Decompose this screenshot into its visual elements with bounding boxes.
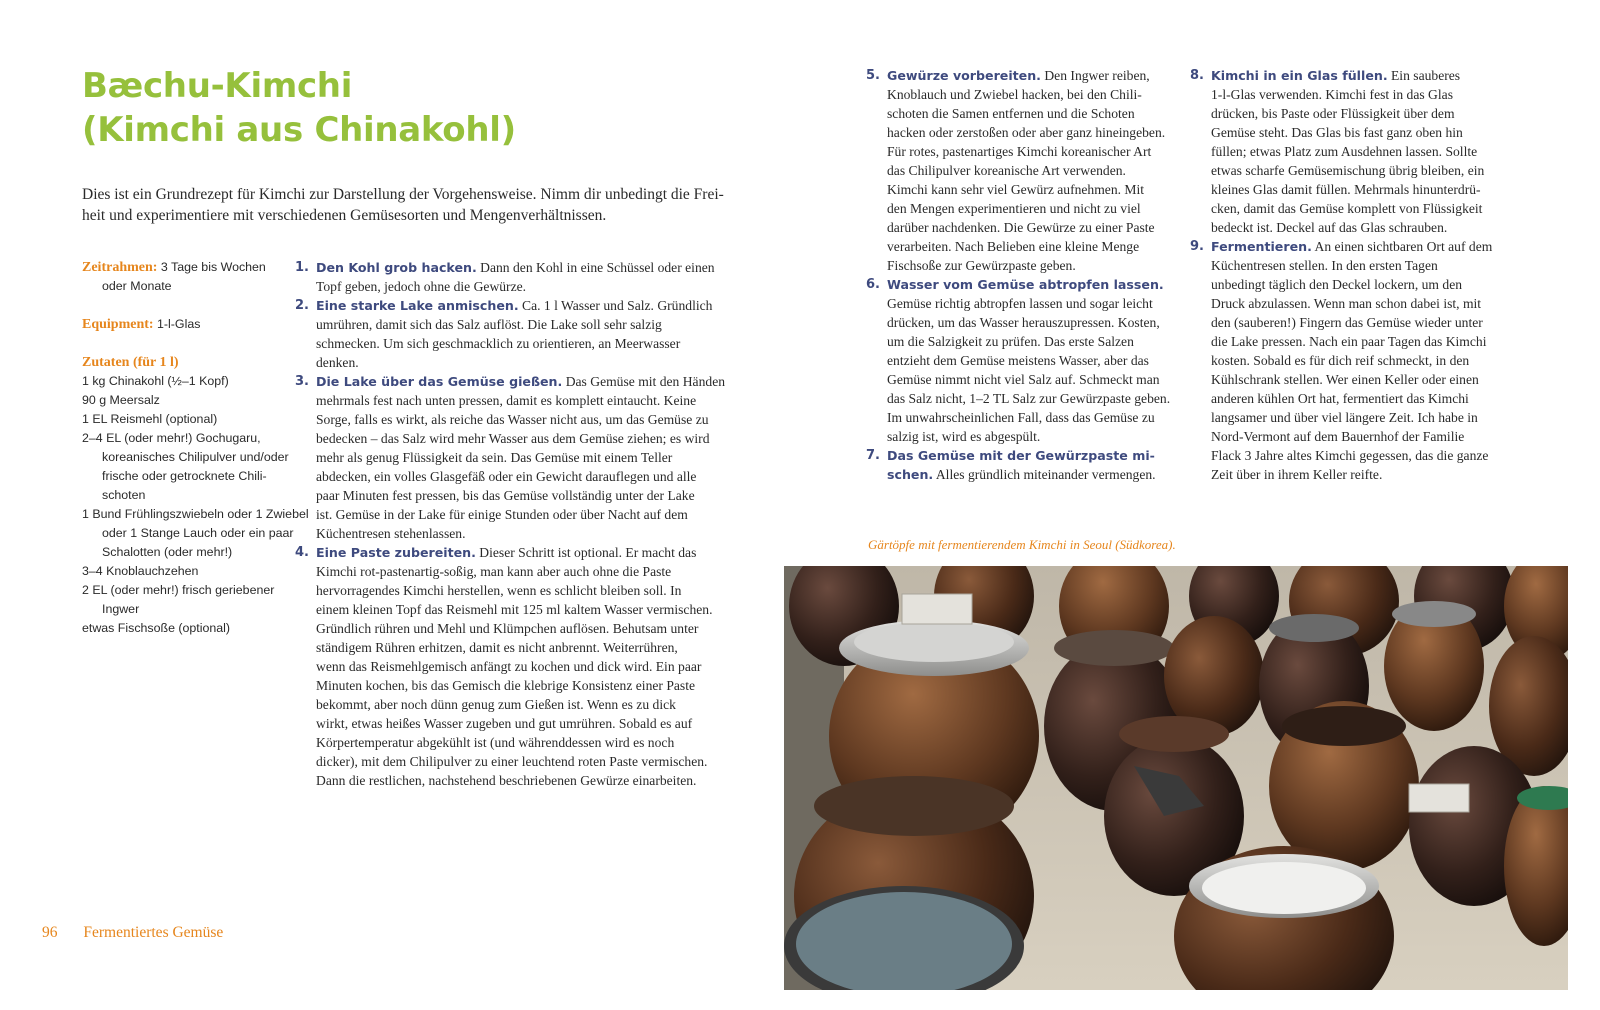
step-text: füllen; etwas Platz zum Ausdehnen lassen. Sollte — [1211, 144, 1478, 159]
step-text: den Mengen experimentieren und nicht zu viel — [887, 201, 1141, 216]
step-text: Gemüse nimmt nicht viel Salz auf. Schmeckt man — [887, 372, 1160, 387]
step-text: Kühlschrank stellen. Wer einen Keller oder einen — [1211, 372, 1479, 387]
steps-column-3 — [1190, 66, 1493, 484]
step-text: schoten die Samen entfernen und die Schoten — [887, 106, 1135, 121]
step-line — [866, 237, 1166, 256]
step-line — [866, 446, 1166, 465]
step-text: Druck abzulassen. Wenn man schon dabei ist, mit — [1211, 296, 1482, 311]
step-heading: Fermentieren. — [1211, 239, 1312, 254]
step-line — [295, 714, 715, 733]
step-line — [866, 161, 1166, 180]
step-line — [295, 581, 715, 600]
zeitrahmen-label: Zeitrahmen: — [82, 260, 158, 275]
step-line — [295, 657, 715, 676]
step-line — [1190, 256, 1490, 275]
step-line — [1190, 332, 1490, 351]
step-line — [295, 353, 715, 372]
step-text: Gemüse steht. Das Glas bis fast ganz oben hin — [1211, 125, 1463, 140]
step-text: darüber nachdenken. Die Gewürze zu einer Paste — [887, 220, 1155, 235]
step-text: ist. Gemüse in der Lake für einige Stunden oder über Nacht auf dem — [316, 507, 688, 522]
step-text: denken. — [316, 355, 359, 370]
step-text: einem kleinen Topf das Reismehl mit 125 ml kaltem Wasser vermischen. — [316, 602, 713, 617]
page-number: 96 — [42, 924, 58, 941]
photo-caption: Gärtöpfe mit fermentierendem Kimchi in Seoul (Südkorea). — [868, 537, 1176, 552]
step-line — [295, 676, 715, 695]
step-text: bekommt, aber noch dünn genug zum Gießen ist. Wenn es zu dick — [316, 697, 676, 712]
step-line — [866, 123, 1166, 142]
step-text: Zeit über in ihrem Keller reifte. — [1211, 467, 1383, 482]
kimchi-jars-photo — [784, 566, 1568, 990]
step-line — [1190, 85, 1490, 104]
step-line — [1190, 294, 1490, 313]
step-text: 1-l-Glas verwenden. Kimchi fest in das Glas — [1211, 87, 1453, 102]
recipe-info-sidebar — [82, 258, 309, 638]
step-text: An einen sichtbaren Ort auf dem — [1311, 239, 1493, 254]
step-text: Nord-Vermont auf dem Bauernhof der Familie — [1211, 429, 1465, 444]
step-line — [1190, 275, 1490, 294]
step-number: 6. — [866, 277, 880, 292]
step-line — [866, 218, 1166, 237]
step-number: 1. — [295, 260, 309, 275]
step-text: mehr als genug Flüssigkeit da sein. Das Gemüse mit einem Teller — [316, 450, 673, 465]
step-line — [295, 448, 715, 467]
step-heading: Eine Paste zubereiten. — [316, 545, 476, 560]
step-text: Für rotes, pastenartiges Kimchi koreanischer Art — [887, 144, 1152, 159]
section-name: Fermentiertes Gemüse — [83, 924, 224, 941]
step-text: bedeckt ist. Deckel auf das Glas schrauben. — [1211, 220, 1448, 235]
step-text: schmecken. Um sich geschmacklich zu orientieren, an Meerwasser — [316, 336, 681, 351]
step-line — [295, 410, 715, 429]
step-text: mehrmals fest nach unten pressen, damit es komplett eintaucht. Keine — [316, 393, 697, 408]
step-line — [295, 752, 715, 771]
step-text: abdecken, ein volles Glasgefäß oder ein Gewicht darauflegen und alle — [316, 469, 697, 484]
step-number: 4. — [295, 545, 309, 560]
step-text: Küchentresen stehenlassen. — [316, 526, 466, 541]
step-line — [295, 600, 715, 619]
step-heading: Die Lake über das Gemüse gießen. — [316, 374, 563, 389]
step-line — [1190, 237, 1493, 256]
step-text: Alles gründlich miteinander vermengen. — [933, 467, 1156, 482]
step-line — [1190, 104, 1490, 123]
step-text: Im unwahrscheinlichen Fall, dass das Gemüse zu — [887, 410, 1155, 425]
step-line — [295, 334, 715, 353]
step-line — [295, 486, 715, 505]
step-number: 9. — [1190, 239, 1204, 254]
step-line — [295, 771, 715, 790]
ingredient-item: 3–4 Knoblauchzehen — [82, 564, 199, 578]
page-footer — [42, 924, 223, 942]
step-line — [1190, 180, 1490, 199]
step-text: Dann die restlichen, nachstehend beschriebenen Gewürze einarbeiten. — [316, 773, 697, 788]
intro-line: heit und experimentiere mit verschiedenen Gemüsesorten und Mengenverhältnissen. — [82, 207, 607, 224]
step-line — [295, 429, 715, 448]
ingredient-item: 90 g Meersalz — [82, 393, 160, 407]
step-text: langsamer und über viel längere Zeit. Ich habe in — [1211, 410, 1478, 425]
recipe-title — [82, 64, 722, 152]
equipment-value: 1-l-Glas — [157, 317, 201, 331]
step-text: Den Ingwer reiben, — [1040, 68, 1150, 83]
title-line-2: (Kimchi aus Chinakohl) — [82, 110, 516, 150]
ingredient-item: Schalotten (oder mehr!) — [102, 545, 233, 559]
step-line — [295, 467, 715, 486]
step-line — [1190, 218, 1490, 237]
step-line — [866, 294, 1166, 313]
step-line — [1190, 408, 1490, 427]
step-line — [1190, 427, 1490, 446]
step-line — [866, 389, 1171, 408]
step-text: hacken oder zerstoßen oder aber ganz hineingeben. — [887, 125, 1166, 140]
step-line — [866, 199, 1166, 218]
step-number: 8. — [1190, 68, 1204, 83]
title-line-1: Bæchu-Kimchi — [82, 66, 353, 106]
step-line — [866, 142, 1166, 161]
intro-line: Dies ist ein Grundrezept für Kimchi zur Darstellung der Vorgehensweise. Nimm dir unbedingt die Frei- — [82, 186, 724, 203]
step-text: Ca. 1 l Wasser und Salz. Gründlich — [518, 298, 713, 313]
ingredients-list — [82, 372, 309, 638]
step-line — [295, 638, 715, 657]
step-text: Körpertemperatur abgekühlt ist (und währenddessen wird es noch — [316, 735, 675, 750]
ingredient-item: oder 1 Stange Lauch oder ein paar — [102, 526, 294, 540]
zeitrahmen-row — [82, 258, 282, 277]
step-text: hervorragendes Kimchi herstellen, wenn es schlicht bleiben soll. In — [316, 583, 682, 598]
step-text: kleines Glas damit füllen. Mehrmals hinunterdrü- — [1211, 182, 1481, 197]
step-text: Ein sauberes — [1387, 68, 1461, 83]
step-line — [295, 258, 715, 277]
steps-column-1 — [295, 258, 726, 790]
step-line — [866, 66, 1166, 85]
step-line — [866, 370, 1166, 389]
step-text: paar Minuten fest pressen, bis das Gemüse vollständig unter der Lake — [316, 488, 695, 503]
step-number: 3. — [295, 374, 309, 389]
step-line — [1190, 351, 1490, 370]
step-line — [866, 427, 1166, 446]
intro-paragraph — [82, 184, 724, 226]
step-line — [295, 619, 715, 638]
step-text: Fischsoße zur Gewürzpaste geben. — [887, 258, 1076, 273]
step-line — [295, 315, 715, 334]
step-heading: schen. — [887, 467, 934, 482]
step-text: umrühren, damit sich das Salz auflöst. Die Lake soll sehr salzig — [316, 317, 662, 332]
step-line — [866, 465, 1166, 484]
step-line — [866, 256, 1166, 275]
step-line — [1190, 389, 1490, 408]
step-heading: Eine starke Lake anmischen. — [316, 298, 519, 313]
step-line — [295, 543, 715, 562]
ingredient-item: 1 Bund Frühlingszwiebeln oder 1 Zwiebel — [82, 507, 309, 521]
step-line — [295, 372, 726, 391]
step-text: Sorge, falls es wirkt, als reiche das Wasser nicht aus, um das Gemüse zu — [316, 412, 709, 427]
step-line — [866, 275, 1166, 294]
step-text: drücken, bis Paste oder Flüssigkeit über dem — [1211, 106, 1455, 121]
equipment-row — [82, 315, 282, 334]
step-text: das Chilipulver koreanische Art verwenden. — [887, 163, 1126, 178]
step-line — [866, 408, 1166, 427]
steps-column-2 — [866, 66, 1171, 484]
ingredient-item: etwas Fischsoße (optional) — [82, 621, 231, 635]
step-line — [1190, 446, 1490, 465]
step-text: Küchentresen stellen. In den ersten Tagen — [1211, 258, 1438, 273]
step-line — [1190, 199, 1490, 218]
step-text: Gründlich rühren und Mehl und Klümpchen auflösen. Behutsam unter — [316, 621, 699, 636]
step-text: dicker), mit dem Chilipulver zu einer leuchtend roten Paste vermischen. — [316, 754, 708, 769]
ingredient-item: Ingwer — [102, 602, 140, 616]
step-line — [1190, 465, 1490, 484]
step-text: unbedingt täglich den Deckel lockern, um den — [1211, 277, 1463, 292]
step-text: wenn das Reismehlgemisch anfängt zu kochen und dick wird. Ein paar — [316, 659, 702, 674]
step-text: den (sauberen!) Fingern das Gemüse wieder unter — [1211, 315, 1483, 330]
step-text: Dieser Schritt ist optional. Er macht das — [475, 545, 697, 560]
step-heading: Wasser vom Gemüse abtropfen lassen. — [887, 277, 1164, 292]
step-text: Dann den Kohl in eine Schüssel oder einen — [476, 260, 715, 275]
step-line — [1190, 142, 1490, 161]
step-line — [295, 524, 715, 543]
step-line — [866, 85, 1166, 104]
step-line — [866, 180, 1166, 199]
step-text: Kimchi rot-pastenartig-soßig, man kann aber auch ohne die Paste — [316, 564, 672, 579]
step-number: 7. — [866, 448, 880, 463]
ingredient-item: koreanisches Chilipulver und/oder — [102, 450, 289, 464]
step-line — [1190, 66, 1490, 85]
zeitrahmen-value-2: oder Monate — [102, 279, 172, 293]
step-text: kosten. Sobald es für dich reif schmeckt, in den — [1211, 353, 1470, 368]
step-line — [295, 733, 715, 752]
zutaten-label: Zutaten (für 1 l) — [82, 355, 179, 370]
step-text: verarbeiten. Nach Belieben eine kleine Menge — [887, 239, 1140, 254]
step-heading: Das Gemüse mit der Gewürzpaste mi- — [887, 448, 1155, 463]
step-line — [295, 296, 715, 315]
step-text: wirkt, etwas heißes Wasser zugeben und gut umrühren. Sobald es auf — [316, 716, 693, 731]
step-text: Das Gemüse mit den Händen — [562, 374, 726, 389]
step-line — [1190, 313, 1490, 332]
step-text: ständigem Rühren erhitzen, damit es nicht anbrennt. Weiterrühren, — [316, 640, 678, 655]
step-line — [1190, 123, 1490, 142]
step-line — [295, 277, 715, 296]
step-text: Gemüse richtig abtropfen lassen und sogar leicht — [887, 296, 1153, 311]
step-line — [866, 351, 1166, 370]
step-line — [1190, 370, 1490, 389]
step-heading: Gewürze vorbereiten. — [887, 68, 1041, 83]
step-line — [1190, 161, 1490, 180]
step-heading: Den Kohl grob hacken. — [316, 260, 477, 275]
ingredient-item: 1 EL Reismehl (optional) — [82, 412, 218, 426]
step-heading: Kimchi in ein Glas füllen. — [1211, 68, 1388, 83]
step-line — [295, 391, 715, 410]
step-text: um die Salzigkeit zu prüfen. Das erste Salzen — [887, 334, 1134, 349]
step-text: anderen kühlen Ort hat, fermentiert das Kimchi — [1211, 391, 1469, 406]
step-line — [295, 505, 715, 524]
step-text: bedecken – das Salz wird mehr Wasser aus dem Gemüse ziehen; es wird — [316, 431, 710, 446]
ingredient-item: schoten — [102, 488, 146, 502]
step-text: drücken, um das Wasser herauszupressen. Kosten, — [887, 315, 1160, 330]
step-line — [295, 562, 715, 581]
step-text: etwas scharfe Gemüsemischung übrig bleiben, ein — [1211, 163, 1485, 178]
ingredient-item: frische oder getrocknete Chili- — [102, 469, 267, 483]
equipment-label: Equipment: — [82, 317, 154, 332]
step-line — [866, 104, 1166, 123]
step-text: Knoblauch und Zwiebel hacken, bei den Chili- — [887, 87, 1142, 102]
ingredient-item: 1 kg Chinakohl (½–1 Kopf) — [82, 374, 229, 388]
ingredient-item: 2–4 EL (oder mehr!) Gochugaru, — [82, 431, 261, 445]
zeitrahmen-value: 3 Tage bis Wochen — [160, 260, 266, 274]
step-line — [866, 332, 1166, 351]
step-line — [295, 695, 715, 714]
ingredient-item: 2 EL (oder mehr!) frisch geriebener — [82, 583, 275, 597]
step-number: 5. — [866, 68, 880, 83]
step-text: salzig ist, wird es abgespült. — [887, 429, 1041, 444]
step-text: Flack 3 Jahre altes Kimchi gegessen, das die ganze — [1211, 448, 1489, 463]
step-number: 2. — [295, 298, 309, 313]
step-line — [866, 313, 1166, 332]
step-text: Minuten kochen, bis das Gemisch die klebrige Konsistenz einer Paste — [316, 678, 696, 693]
step-text: die Lake pressen. Nach ein paar Tagen das Kimchi — [1211, 334, 1487, 349]
step-text: das Salz nicht, 1–2 TL Salz zur Gewürzpaste geben. — [887, 391, 1171, 406]
step-text: cken, damit das Gemüse komplett von Flüssigkeit — [1211, 201, 1483, 216]
step-text: Kimchi kann sehr viel Gewürz aufnehmen. Mit — [887, 182, 1145, 197]
step-text: Topf geben, jedoch ohne die Gewürze. — [316, 279, 527, 294]
step-text: entzieht dem Gemüse meistens Wasser, aber das — [887, 353, 1149, 368]
